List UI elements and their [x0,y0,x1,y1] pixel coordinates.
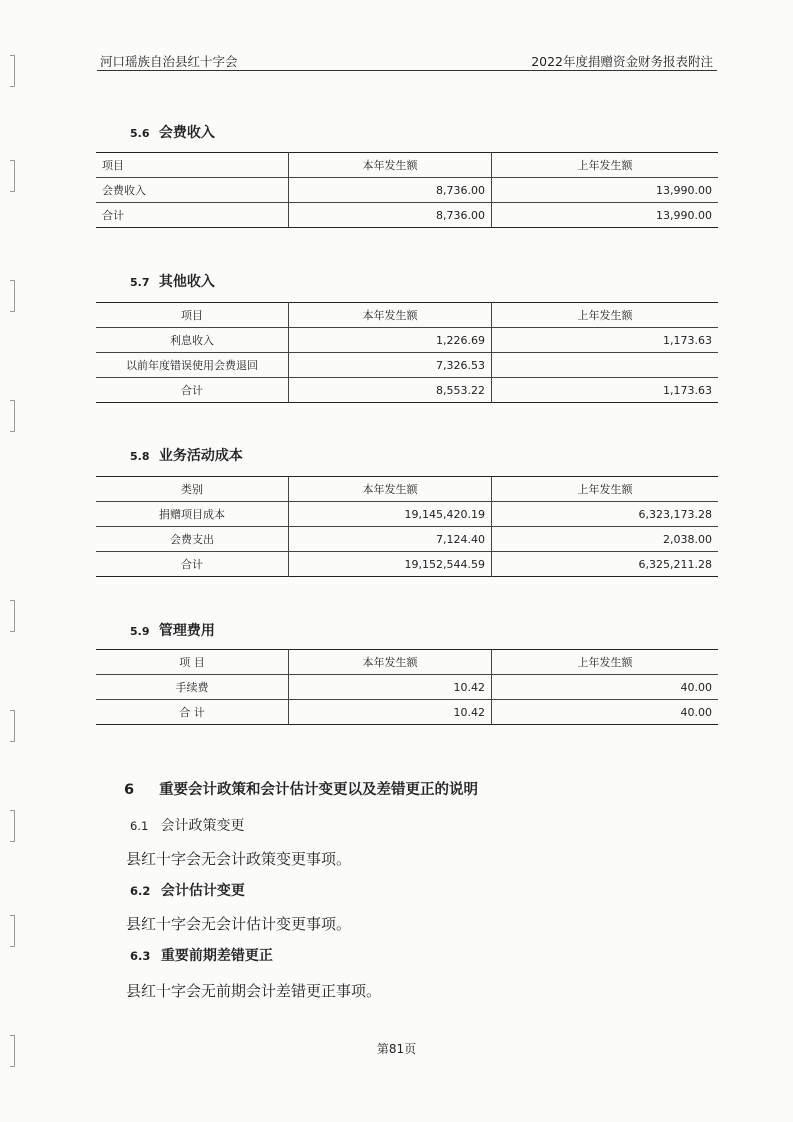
table-row [96,552,718,577]
table-cell: 40.00 [492,700,719,725]
table-cell: 利息收入 [96,328,289,353]
table-cell: 13,990.00 [492,203,719,228]
table-cell: 13,990.00 [492,178,719,203]
table-cell: 19,145,420.19 [289,502,492,527]
table-row [96,675,718,700]
header-report-title: 2022年度捐赠资金财务报表附注 [531,54,713,69]
table-row [96,378,718,403]
subsection-number: 6.2 [130,884,151,898]
table-cell: 会费收入 [96,178,289,203]
section-title: 重要会计政策和会计估计变更以及差错更正的说明 [159,782,479,798]
table-cell: 以前年度错误使用会费退回 [96,353,289,378]
section-title: 业务活动成本 [158,448,243,464]
table-cell: 7,124.40 [289,527,492,552]
binder-mark [10,915,15,947]
table-cell: 会费支出 [96,527,289,552]
subsection-6-3-text: 县红十字会无前期会计差错更正事项。 [126,982,382,1000]
section-number: 5.7 [130,276,150,289]
binder-mark [10,55,15,87]
column-header: 上年发生额 [492,303,719,328]
table-row [96,203,718,228]
table-cell: 10.42 [289,700,492,725]
table-header-row [96,153,718,178]
column-header: 项目 [102,159,124,172]
section-number: 6 [124,782,135,798]
table-cell: 合计 [96,203,289,228]
column-header: 本年发生额 [289,650,492,675]
binder-mark [10,600,15,632]
table-row [96,502,718,527]
binder-mark [10,280,15,312]
subsection-6-1-heading [130,815,244,835]
table-cell: 捐赠项目成本 [96,502,289,527]
table-header-row [96,477,718,502]
section-6-heading [124,778,478,799]
subsection-number: 6.1 [130,819,149,833]
binder-mark [10,710,15,742]
section-5-6-heading [130,122,215,142]
table-cell [492,353,719,378]
section-5-9-heading [130,620,215,640]
table-cell: 1,173.63 [492,328,719,353]
membership-fee-table [96,152,718,228]
binder-mark [10,400,15,432]
table-row [96,328,718,353]
page-number: 第81页 [376,1042,417,1056]
section-title: 其他收入 [158,274,215,290]
table-cell: 2,038.00 [492,527,719,552]
section-5-7-heading [130,271,215,291]
subsection-6-3-heading [130,945,273,965]
table-cell: 合计 [96,378,289,403]
column-header: 项目 [181,309,203,322]
table-cell: 8,553.22 [289,378,492,403]
table-row [96,527,718,552]
other-income-table [96,302,718,403]
management-expense-table [96,649,718,725]
subsection-title: 会计政策变更 [160,818,245,834]
header-org: 河口瑶族自治县红十字会 [100,54,238,69]
section-title: 管理费用 [158,623,215,639]
section-number: 5.6 [130,127,150,140]
table-row [96,700,718,725]
subsection-title: 重要前期差错更正 [160,948,273,964]
section-title: 会费收入 [158,125,215,141]
column-header: 本年发生额 [289,303,492,328]
table-header-row [96,650,718,675]
subsection-6-2-heading [130,880,245,900]
table-cell: 6,325,211.28 [492,552,719,577]
binder-mark [10,810,15,842]
table-header-row [96,303,718,328]
column-header: 上年发生额 [492,650,719,675]
column-header: 本年发生额 [289,153,492,178]
table-cell: 8,736.00 [289,178,492,203]
table-cell: 1,173.63 [492,378,719,403]
column-header: 项 目 [179,656,205,669]
table-row [96,178,718,203]
section-number: 5.8 [130,450,150,463]
subsection-6-1-text: 县红十字会无会计政策变更事项。 [126,850,352,868]
table-cell: 7,326.53 [289,353,492,378]
column-header: 类别 [181,483,203,496]
header-divider [97,70,717,71]
column-header: 上年发生额 [492,477,719,502]
subsection-title: 会计估计变更 [160,883,245,899]
section-number: 5.9 [130,625,150,638]
column-header: 本年发生额 [289,477,492,502]
table-cell: 6,323,173.28 [492,502,719,527]
table-cell: 40.00 [492,675,719,700]
table-cell: 手续费 [96,675,289,700]
business-activity-cost-table [96,476,718,577]
table-cell: 合 计 [96,700,289,725]
table-cell: 合计 [96,552,289,577]
binder-mark [10,160,15,192]
column-header: 上年发生额 [492,153,719,178]
section-5-8-heading [130,445,243,465]
table-cell: 10.42 [289,675,492,700]
subsection-number: 6.3 [130,949,151,963]
subsection-6-2-text: 县红十字会无会计估计变更事项。 [126,915,352,933]
table-cell: 19,152,544.59 [289,552,492,577]
table-cell: 1,226.69 [289,328,492,353]
table-row [96,353,718,378]
table-cell: 8,736.00 [289,203,492,228]
